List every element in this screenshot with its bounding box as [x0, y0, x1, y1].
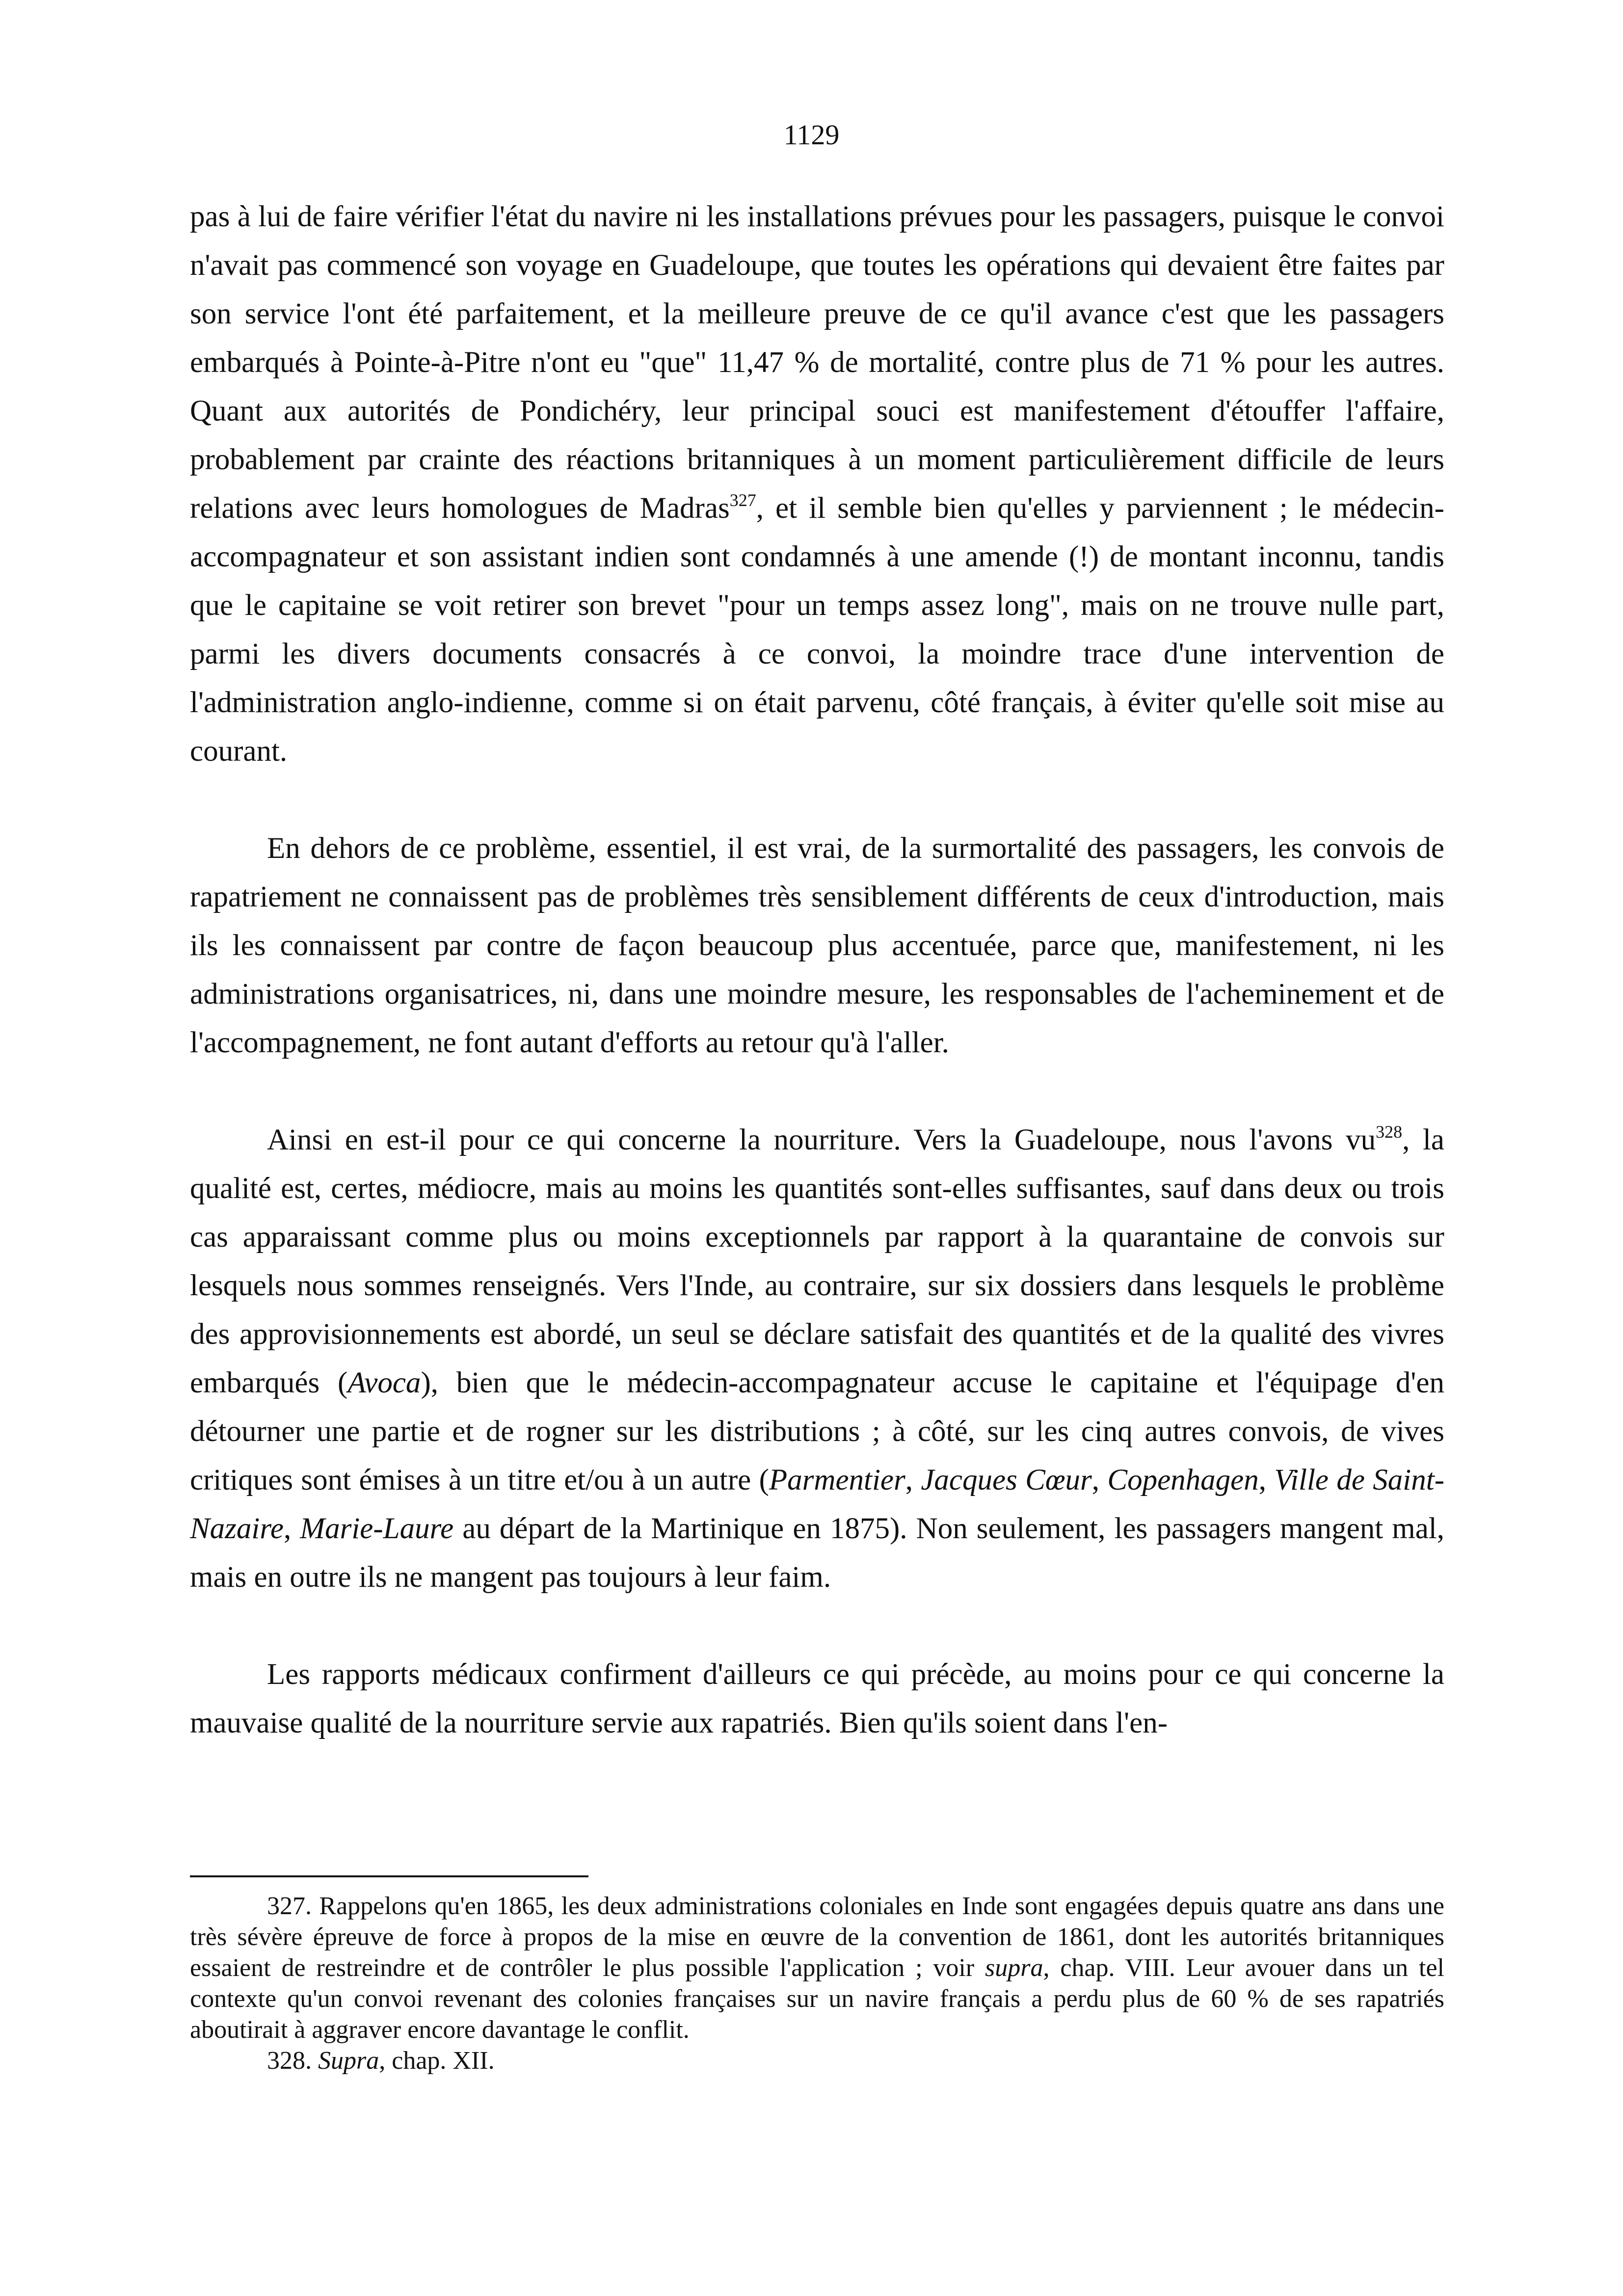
ship-name: Jacques Cœur [921, 1464, 1092, 1496]
paragraph [190, 824, 1444, 1067]
ship-name: Parmentier [769, 1464, 905, 1496]
footnote-ref-328[interactable]: 328 [1376, 1122, 1403, 1142]
text-run: au départ de la Martinique en 1875). Non seulement, les passagers mangent mal, mais en outre ils ne mangent pas toujours à leur faim. [190, 1512, 1445, 1594]
text-run: ), bien que le médecin-accompagnateur accuse le capitaine et l'équipage d'en détourner une partie et de rogner sur les distributions ; à côté, sur les cinq autres convois, de vives critiques sont émises à un titre et/ou à un autre ( [190, 1366, 1444, 1496]
ship-name: Avoca [347, 1366, 421, 1399]
text-run: , et il semble bien qu'elles y parviennent ; le médecin-accompagnateur et son assistant indien sont condamnés à une amende (!) de montant inconnu, tandis que le capitaine se voit retirer son brevet "pour un temps assez long", mais on ne trouve nulle part, parmi les divers documents consacrés à ce convoi, la moindre trace d'une intervention de l'administration anglo-indienne, comme si on était parvenu, côté français, à éviter qu'elle soit mise au courant. [190, 492, 1444, 768]
footnote-separator [190, 1875, 588, 1877]
text-run: , la qualité est, certes, médiocre, mais au moins les quantités sont-elles suffisantes, sauf dans deux ou trois cas apparaissant comme plus ou moins exceptionnels par rapport à la quarantaine de convois sur lesquels nous sommes renseignés. Vers l'Inde, au contraire, sur six dossiers dans lesquels le problème des approvisionnements est abordé, un seul se déclare satisfait des quantités et de la qualité des vivres embarqués ( [190, 1123, 1444, 1399]
paragraph [190, 1650, 1444, 1747]
text-run: pas à lui de faire vérifier l'état du navire ni les installations prévues pour les passagers, puisque le convoi n'avait pas commencé son voyage en Guadeloupe, que toutes les opérations qui devaient être faites par son service l'ont été parfaitement, et la meilleure preuve de ce qu'il avance c'est que les passagers embarqués à Pointe-à-Pitre n'ont eu "que" 11,47 % de mortalité, contre plus de 71 % pour les autres. Quant aux autorités de Pondichéry, leur principal souci est manifestement d'étouffer l'affaire, probablement par crainte des réactions britanniques à un moment particulièrement difficile de leurs relations avec leurs homologues de Madras [190, 200, 1444, 525]
text-run: 327. Rappelons qu'en 1865, les deux administrations coloniales en Inde sont engagées depuis quatre ans dans une très sévère épreuve de force à propos de la mise en œuvre de la convention de 1861, dont les autorités britanniques essaient de restreindre et de contrôler le plus possible l'application ; voir [190, 1892, 1444, 1982]
text-run: En dehors de ce problème, essentiel, il est vrai, de la surmortalité des passagers, les convois de rapatriement ne connaissent pas de problèmes très sensiblement différents de ceux d'introduction, mais ils les connaissent par contre de façon beaucoup plus accentuée, parce que, manifestement, ni les administrations organisatrices, ni, dans une moindre mesure, les responsables de l'acheminement et de l'accompagnement, ne font autant d'efforts au retour qu'à l'aller. [190, 832, 1444, 1059]
text-run: , [1091, 1464, 1108, 1496]
footnote-327 [190, 1891, 1444, 2045]
text-run: , [905, 1464, 921, 1496]
text-run: 328. [267, 2047, 318, 2075]
text-run: Ainsi en est-il pour ce qui concerne la nourriture. Vers la Guadeloupe, nous l'avons vu [267, 1123, 1376, 1156]
italic-term: supra [985, 1954, 1043, 1982]
ship-name: Copenhagen [1107, 1464, 1259, 1496]
text-run: , [283, 1512, 300, 1545]
main-text [190, 192, 1444, 1747]
text-run: , chap. VIII. Leur avouer dans un tel contexte qu'un convoi revenant des colonies françaises sur un navire français a perdu plus de 60 % de ses rapatriés aboutirait à aggraver encore davantage le conflit. [190, 1954, 1444, 2044]
page-number: 1129 [783, 119, 840, 151]
ship-name: Marie-Laure [300, 1512, 454, 1545]
text-run: , [1258, 1464, 1275, 1496]
ship-name: Ville de Saint-Nazaire [190, 1464, 1445, 1545]
paragraph [190, 1116, 1444, 1602]
paragraph [190, 192, 1444, 775]
text-run: , chap. XII. [379, 2047, 495, 2075]
footnote-328 [190, 2045, 1444, 2076]
text-run: Les rapports médicaux confirment d'ailleurs ce qui précède, au moins pour ce qui concerne la mauvaise qualité de la nourriture servie aux rapatriés. Bien qu'ils soient dans l'en- [190, 1658, 1444, 1739]
footnotes [190, 1891, 1444, 2076]
italic-term: Supra [318, 2047, 379, 2075]
footnote-ref-327[interactable]: 327 [729, 490, 756, 510]
